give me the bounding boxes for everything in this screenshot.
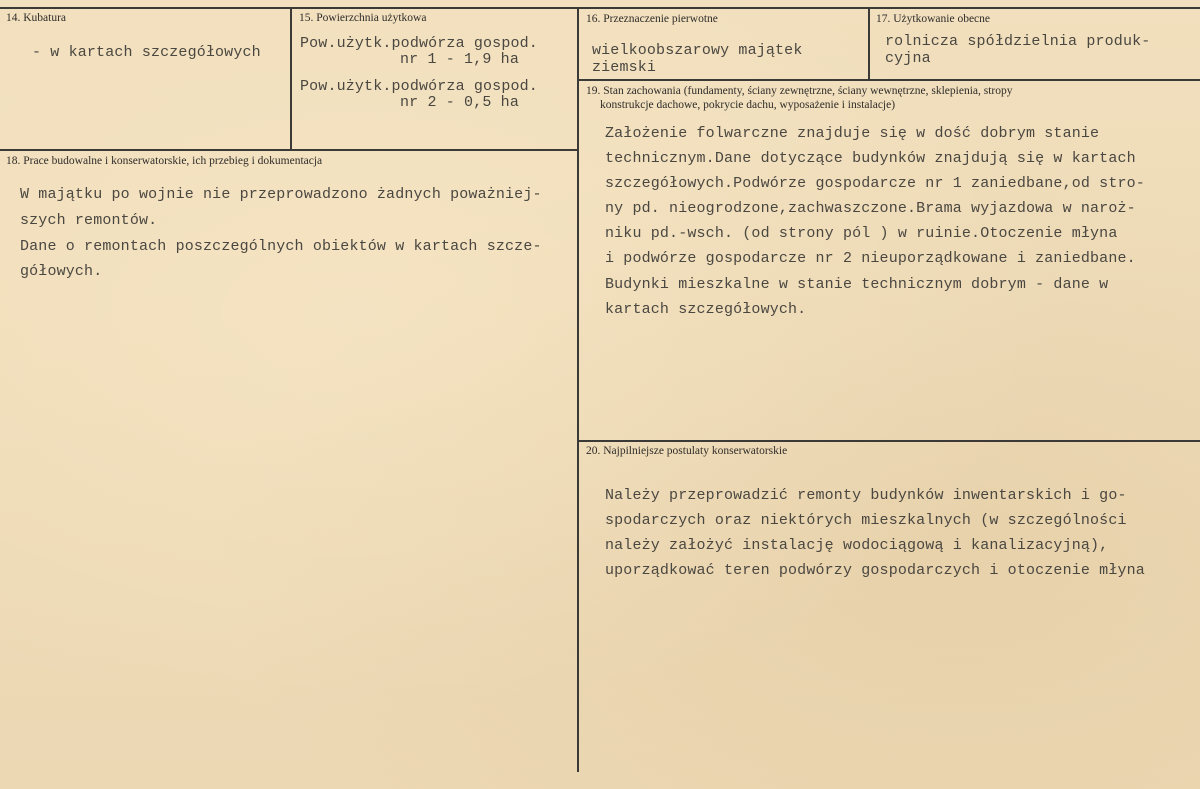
field-18-line-4: gółowych. [20, 263, 103, 280]
field-14-value: - w kartach szczegółowych [32, 44, 261, 61]
field-15-line-4: nr 2 - 0,5 ha [400, 94, 519, 111]
divider-16-17 [868, 7, 870, 79]
field-20-line-1: Należy przeprowadzić remonty budynków inwentarskich i go- [605, 487, 1127, 504]
field-15-line-3: Pow.użytk.podwórza gospod. [300, 78, 538, 95]
field-18-label: 18. Prace budowalne i konserwatorskie, ich przebieg i dokumentacja [6, 155, 323, 167]
field-20-line-4: uporządkować teren podwórzy gospodarczych i otoczenie młyna [605, 562, 1145, 579]
field-14-label: 14. Kubatura [6, 12, 67, 24]
field-19-line-6: i podwórze gospodarcze nr 2 nieuporządkowane i zaniedbane. [605, 250, 1136, 267]
field-20-line-3: należy założyć instalację wodociągową i kanalizacyjną), [605, 537, 1109, 554]
field-15-line-1: Pow.użytk.podwórza gospod. [300, 35, 538, 52]
field-17-line-2: cyjna [885, 50, 931, 67]
field-18-line-2: szych remontów. [20, 212, 158, 229]
field-15-label: 15. Powierzchnia użytkowa [299, 12, 427, 24]
field-19-line-4: ny pd. nieogrodzone,zachwaszczone.Brama wyjazdowa w naroż- [605, 200, 1136, 217]
field-20-label: 20. Najpilniejsze postulaty konserwatorskie [586, 445, 788, 457]
field-19-line-2: technicznym.Dane dotyczące budynków znajdują się w kartach [605, 150, 1136, 167]
field-19-line-8: kartach szczegółowych. [605, 301, 807, 318]
divider-19-20 [577, 440, 1200, 442]
field-19-label-line-2: konstrukcje dachowe, pokrycie dachu, wyposażenie i instalacje) [600, 99, 896, 111]
field-19-line-7: Budynki mieszkalne w stanie technicznym dobrym - dane w [605, 276, 1109, 293]
field-16-label: 16. Przeznaczenie pierwotne [586, 13, 718, 25]
field-16-line-1: wielkoobszarowy majątek [592, 42, 803, 59]
field-19-label-line-1: 19. Stan zachowania (fundamenty, ściany zewnętrzne, ściany wewnętrzne, sklepienia, stropy [586, 85, 1013, 97]
divider-left-top-row [0, 149, 577, 151]
field-19-line-3: szczegółowych.Podwórze gospodarcze nr 1 zaniedbane,od stro- [605, 175, 1145, 192]
top-border [0, 7, 1200, 9]
field-17-line-1: rolnicza spółdzielnia produk- [885, 33, 1151, 50]
field-18-line-3: Dane o remontach poszczególnych obiektów w kartach szcze- [20, 238, 542, 255]
field-20-line-2: spodarczych oraz niektórych mieszkalnych (w szczególności [605, 512, 1127, 529]
field-15-line-2: nr 1 - 1,9 ha [400, 51, 519, 68]
field-19-line-1: Założenie folwarczne znajduje się w dość dobrym stanie [605, 125, 1100, 142]
field-19-line-5: niku pd.-wsch. (od strony pól ) w ruinie.Otoczenie młyna [605, 225, 1118, 242]
divider-14-15 [290, 7, 292, 149]
field-16-line-2: ziemski [592, 59, 657, 76]
divider-16-17-bottom [577, 79, 1200, 81]
field-18-line-1: W majątku po wojnie nie przeprowadzono żadnych poważniej- [20, 186, 542, 203]
field-17-label: 17. Użytkowanie obecne [876, 13, 991, 25]
main-vertical-divider [577, 7, 579, 772]
